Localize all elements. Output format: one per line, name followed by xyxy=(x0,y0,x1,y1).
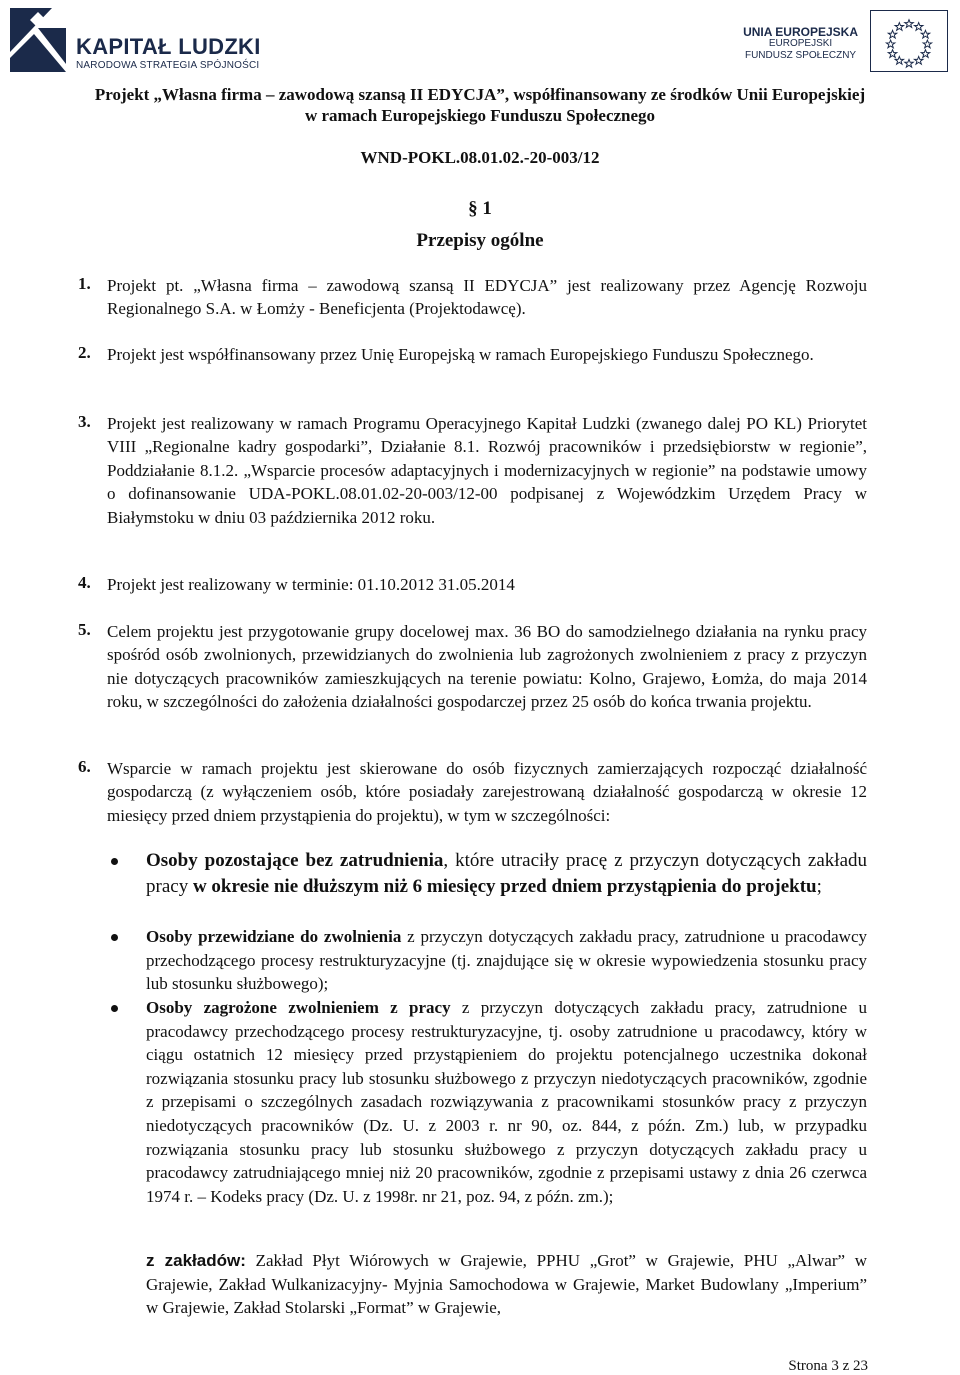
workplaces-label: z zakładów: xyxy=(146,1251,246,1270)
bullet-bold-text: Osoby pozostające bez zatrudnienia xyxy=(146,850,444,871)
kapital-ludzki-subtitle: NARODOWA STRATEGIA SPÓJNOŚCI xyxy=(76,60,260,71)
eu-flag-icon xyxy=(870,10,948,72)
bullet-bold-text: w okresie nie dłuższym niż 6 miesięcy przed dniem przystąpienia do projektu xyxy=(192,875,817,897)
paragraph-text: Projekt jest współfinansowany przez Unię Europejską w ramach Europejskiego Funduszu Społecznego. xyxy=(107,345,814,364)
paragraph-number: 1. xyxy=(78,274,91,293)
project-funding-line: w ramach Europejskiego Funduszu Społecznego xyxy=(304,106,656,125)
eu-logo-line1: UNIA EUROPEJSKA xyxy=(743,25,858,39)
bullet-bold-text: Osoby zagrożone zwolnieniem z pracy xyxy=(146,998,451,1017)
bullet-icon xyxy=(111,858,118,865)
bullet-icon xyxy=(111,1005,118,1012)
bullet-item xyxy=(146,996,867,1208)
bullet-text: z przyczyn dotyczących zakładu pracy, zatrudnione u pracodawcy przechodzącego procesy restrukturyzacyjne (tj. znajdujące się w okresie wypowiedzenia stosunku pracy lub stosunku służbowego); xyxy=(146,927,867,994)
paragraph-number: 5. xyxy=(78,620,91,639)
project-title-line: Projekt „Własna firma – zawodową szansą II EDYCJA”, współfinansowany ze środków Unii Europejskiej xyxy=(94,85,866,104)
eu-logo-text xyxy=(743,26,858,62)
paragraph-number: 3. xyxy=(78,412,91,431)
kapital-ludzki-logo xyxy=(8,6,268,76)
paragraph-text: Projekt pt. „Własna firma – zawodową szansą II EDYCJA” jest realizowany przez Agencję Rozwoju Regionalnego S.A. w Łomży - Beneficjenta (Projektodawcę). xyxy=(107,276,867,319)
section-number: § 1 xyxy=(468,198,492,219)
eu-logo-line3: FUNDUSZ SPOŁECZNY xyxy=(744,50,857,61)
workplaces-text: Zakład Płyt Wiórowych w Grajewie, PPHU „Grot” w Grajewie, PHU „Alwar” w Grajewie, Zakład Wulkanizacyjny- Myjnia Samochodowa w Grajewie, Market Budowlany „Imperium” w Grajewie, Zakład Stolarski „Format” w Grajewie, xyxy=(146,1251,867,1318)
bullet-bold-text: Osoby przewidziane do zwolnienia xyxy=(146,927,402,946)
paragraph-text: Projekt jest realizowany w terminie: 01.10.2012 31.05.2014 xyxy=(107,575,515,594)
kapital-ludzki-mark-icon xyxy=(8,6,68,74)
bullet-text: z przyczyn dotyczących zakładu pracy, zatrudnione u pracodawcy przechodzącego procesy restrukturyzacyjne, tj. osoby zatrudnione u pracodawcy, który w ciągu ostatnich 12 miesięcy przed przystąpieniem do projektu potencjalnego uczestnika dokonał rozwiązania stosunku pracy lub stosunku służbowego z przyczyn niedotyczących pracowników, zgodnie z przepisami o szczególnych zasadach rozwiązywania z pracownikami stosunków pracy z przyczyn niedotyczących pracowników (Dz. U. z 2003 r. nr 90, oz. 844, z późn. Zm.) lub, w przypadku rozwiązania stosunku pracy lub stosunku służbowego z przyczyn dotyczących zakładu pracy u pracodawcy zatrudniającego mniej niż 20 pracowników, zgodnie z przepisami ustawy z dnia 26 czerwca 1974 r. – Kodeks pracy (Dz. U. z 1998r. nr 21, poz. 94, z późn. zm.); xyxy=(146,998,867,1206)
bullet-item xyxy=(146,925,867,996)
paragraph-number: 2. xyxy=(78,343,91,362)
section-title: Przepisy ogólne xyxy=(416,230,544,251)
paragraph-text: Wsparcie w ramach projektu jest skierowane do osób fizycznych zamierzających rozpocząć działalność gospodarczą (z wyłączeniem osób, które posiadały zarejestrowaną działalność gospodarczą w okresie 12 miesięcy przed dniem przystąpienia do projektu), w tym w szczególności: xyxy=(107,759,867,825)
bullet-icon xyxy=(111,934,118,941)
bullet-item xyxy=(146,848,867,899)
bullet-text: , które utraciły pracę z przyczyn dotyczących zakładu pracy xyxy=(146,850,867,897)
paragraph-number: 6. xyxy=(78,757,91,776)
bullet-text: ; xyxy=(816,875,822,897)
page-number: Strona 3 z 23 xyxy=(788,1358,868,1374)
eu-logo xyxy=(728,10,948,72)
kapital-ludzki-title: KAPITAŁ LUDZKI xyxy=(76,34,261,59)
eu-logo-line2: EUROPEJSKI xyxy=(768,38,833,49)
paragraph-text: Celem projektu jest przygotowanie grupy docelowej max. 36 BO do samodzielnego działania na rynku pracy spośród osób zwolnionych, przewidzianych do zwolnienia lub zagrożonych zwolnieniem z pracy z przyczyn nie dotyczących pracowników zamieszkujących na terenie powiatu: Kolno, Grajewo, Łomża, do maja 2014 roku, w szczególności do założenia działalności gospodarczej przez 25 osób do końca trwania projektu. xyxy=(107,622,867,712)
project-code: WND-POKL.08.01.02.-20-003/12 xyxy=(360,148,600,167)
paragraph-number: 4. xyxy=(78,573,91,592)
workplaces-list xyxy=(146,1249,867,1320)
paragraph-text: Projekt jest realizowany w ramach Programu Operacyjnego Kapitał Ludzki (zwanego dalej PO KL) Priorytet VIII „Regionalne kadry gospodarki”, Działanie 8.1. Rozwój pracowników i przedsiębiorstw w regionie”, Poddziałanie 8.1.2. „Wsparcie procesów adaptacyjnych i modernizacyjnych w regionie” na podstawie umowy o dofinansowanie UDA-POKL.08.01.02-20-003/12-00 podpisanej z Wojewódzkim Urzędem Pracy w Białymstoku w dniu 03 października 2012 roku. xyxy=(107,414,867,527)
